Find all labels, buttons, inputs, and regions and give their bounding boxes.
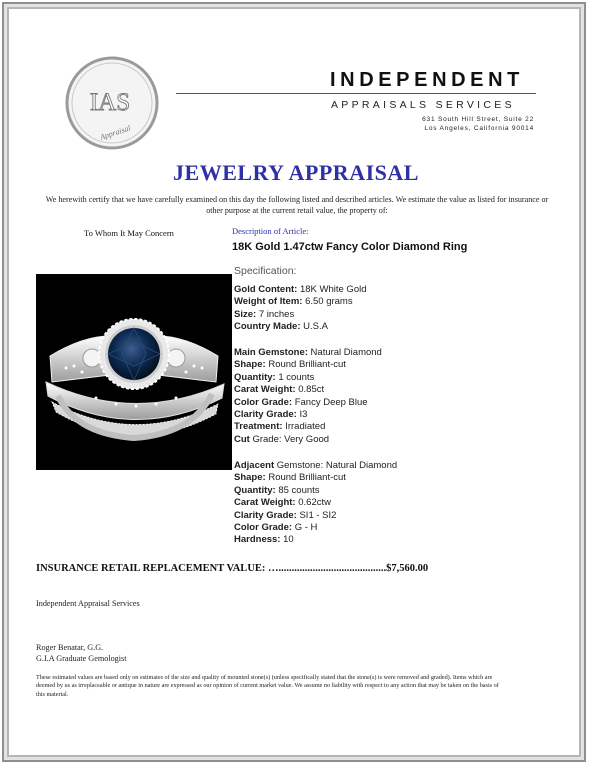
main-gemstone-specs <box>234 347 382 446</box>
spec-row: Carat Weight: 0.62ctw <box>234 497 331 509</box>
ias-logo <box>64 55 160 151</box>
recipient: To Whom It May Concern <box>84 228 174 238</box>
ring-photo <box>36 274 232 470</box>
footer-company: Independent Appraisal Services <box>36 599 140 608</box>
general-specs <box>234 284 367 334</box>
description-label: Description of Article: <box>232 226 309 236</box>
spec-row: Main Gemstone: Natural Diamond <box>234 347 382 358</box>
insurance-value-line <box>36 563 428 574</box>
spec-row: Weight of Item: 6.50 grams <box>234 296 353 308</box>
spec-row: Quantity: 1 counts <box>234 371 315 383</box>
page-title: JEWELRY APPRAISAL <box>173 160 419 185</box>
insurance-label: INSURANCE RETAIL REPLACEMENT VALUE: …......................................... <box>36 563 387 574</box>
certification-text: We herewith certify that we have carefully examined on this day the following listed and described articles. We estimate the value as listed for insurance or other purpose at the current retail value, the property of: <box>45 195 549 215</box>
center-gemstone <box>108 328 160 380</box>
logo-text: IAS <box>89 89 131 116</box>
spec-row: Carat Weight: 0.85ct <box>234 384 325 396</box>
spec-row: Hardness: 10 <box>234 534 294 546</box>
spec-row: Treatment: Irradiated <box>234 421 326 433</box>
spec-row: Clarity Grade: SI1 - SI2 <box>234 509 337 521</box>
spec-row: Color Grade: G - H <box>234 522 318 534</box>
spec-row: Gold Content: 18K White Gold <box>234 284 367 295</box>
spec-row: Cut Grade: Very Good <box>234 433 330 445</box>
signer-title: G.I.A Graduate Gemologist <box>36 654 127 663</box>
spec-row: Clarity Grade: I3 <box>234 409 308 421</box>
spec-row: Color Grade: Fancy Deep Blue <box>234 396 368 408</box>
spec-row: Shape: Round Brilliant-cut <box>234 472 346 484</box>
spec-row: Quantity: 85 counts <box>234 484 320 496</box>
item-title: 18K Gold 1.47ctw Fancy Color Diamond Ring <box>232 241 468 253</box>
spec-row: Country Made: U.S.A <box>234 321 328 333</box>
company-subtitle: APPRAISALS SERVICES <box>331 99 515 111</box>
spec-row: Shape: Round Brilliant-cut <box>234 359 346 371</box>
insurance-amount: $7,560.00 <box>386 563 429 574</box>
company-name: INDEPENDENT <box>330 69 524 91</box>
header-rule <box>176 93 536 94</box>
spec-row: Adjacent Gemstone: Natural Diamond <box>234 460 398 471</box>
specification-label: Specification: <box>234 265 297 277</box>
signer-name: Roger Benatar, G.G. <box>36 643 104 652</box>
spec-row: Size: 7 inches <box>234 308 295 320</box>
address-line-2: Los Angeles, California 90014 <box>424 125 534 132</box>
disclaimer: These estimated values are based only on estimates of the size and quality of mounted stone(s) (unless specifically stated that the stone(s) is were removed and graded). Items which are deemed by us as irreplaceable or antique in nature are expressed as our opinion of current market value. We assume no liability with respect to any action that may be taken on the basis of this material. <box>36 674 499 698</box>
address-line-1: 631 South Hill Street, Suite 22 <box>422 116 534 123</box>
logo-subtext: Appraisal <box>98 123 132 142</box>
adjacent-gemstone-specs <box>234 460 397 547</box>
